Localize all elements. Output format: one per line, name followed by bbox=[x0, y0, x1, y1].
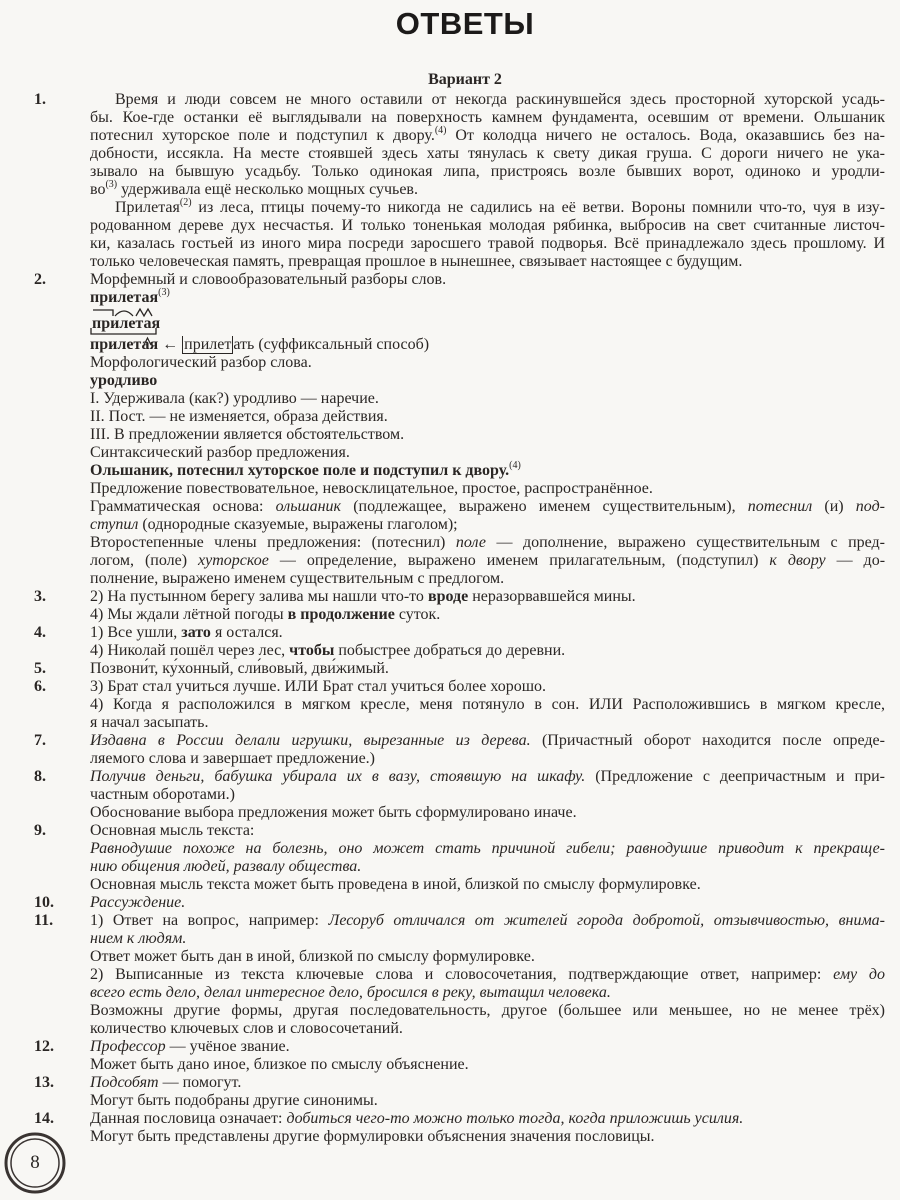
text-segment: Лесоруб отличался от жителей города добротой, отзывчивостью, внима- bbox=[328, 912, 885, 929]
page-number: 8 bbox=[30, 1152, 40, 1173]
text-line bbox=[90, 750, 885, 768]
answer-content bbox=[90, 912, 885, 1038]
answer-content bbox=[90, 1110, 885, 1146]
answer-item bbox=[0, 1038, 900, 1074]
text-line bbox=[90, 786, 885, 804]
text-segment: чтобы bbox=[289, 642, 335, 659]
text-segment: зывало на бывшую усадьбу. Только одинокая липа, пристроясь возле бывших ворот, одиноко и уродли- bbox=[90, 163, 885, 180]
text-line bbox=[90, 480, 885, 498]
answer-number: 11. bbox=[34, 912, 54, 929]
answer-content bbox=[90, 822, 885, 894]
footnote-marker: (3) bbox=[105, 179, 118, 190]
answer-item bbox=[0, 660, 900, 678]
text-segment: (однородные сказуемые, выражены глаголом); bbox=[138, 516, 458, 533]
text-segment: уродливо bbox=[90, 372, 158, 389]
text-line bbox=[90, 966, 885, 984]
answer-content bbox=[90, 678, 885, 732]
text-segment: Ольшаник, потеснил хуторское поле и подступил к двору. bbox=[90, 462, 510, 479]
text-segment: (подлежащее, выражено именем существительным), bbox=[341, 498, 748, 515]
text-line bbox=[90, 840, 885, 858]
text-line bbox=[90, 271, 885, 289]
text-line bbox=[90, 714, 885, 732]
answer-number: 14. bbox=[34, 1110, 54, 1127]
text-line bbox=[90, 462, 885, 480]
text-line bbox=[90, 354, 885, 372]
text-segment: Данная пословица означает: bbox=[90, 1110, 287, 1127]
text-segment: прилетая bbox=[90, 336, 159, 353]
text-line bbox=[90, 858, 885, 876]
answer-content bbox=[90, 588, 885, 624]
text-segment: III. В предложении является обстоятельством. bbox=[90, 426, 405, 443]
text-line bbox=[90, 390, 885, 408]
text-segment: количество ключевых слов и словосочетаний. bbox=[90, 1020, 403, 1037]
text-segment: Ответ может быть дан в иной, близкой по смыслу формулировке. bbox=[90, 948, 535, 965]
text-segment: Равнодушие похоже на болезнь, оно может стать причиной гибели; равнодушие приводит к прекраще- bbox=[90, 840, 885, 857]
text-line bbox=[90, 235, 885, 253]
text-line bbox=[90, 660, 885, 678]
text-segment: нию общения людей, развалу общества. bbox=[90, 858, 362, 875]
text-segment: 3) Брат стал учиться лучше. ИЛИ Брат стал учиться более хорошо. bbox=[90, 678, 547, 695]
answer-number: 2. bbox=[34, 271, 46, 288]
text-line bbox=[90, 1002, 885, 1020]
variant-heading: Вариант 2 bbox=[428, 71, 502, 88]
text-segment: 4) Николай пошёл через лес, bbox=[90, 642, 290, 659]
text-line bbox=[90, 534, 885, 552]
text-line bbox=[90, 1074, 885, 1092]
text-line bbox=[90, 498, 885, 516]
text-segment: добности, иссякла. На месте стоявшей здесь хаты тянулась к свету дикая груша. С дороги ничего не ука- bbox=[90, 145, 885, 162]
text-line bbox=[90, 336, 885, 354]
text-segment: Могут быть подобраны другие синонимы. bbox=[90, 1092, 378, 1109]
text-segment: всего есть дело, делал интересное дело, бросился в реку, вытащил человека. bbox=[90, 984, 611, 1001]
answer-item bbox=[0, 271, 900, 588]
text-segment: ← bbox=[158, 336, 183, 353]
text-segment: ки, казалась гостьей из иного мира посреди заросшего травой подворья. Всё принадлежало здесь прошлому. И bbox=[90, 235, 885, 252]
answer-item bbox=[0, 822, 900, 894]
text-segment: Могут быть представлены другие формулировки объяснения значения пословицы. bbox=[90, 1128, 655, 1145]
answer-number: 5. bbox=[34, 660, 46, 677]
text-segment: — дополнение, выражено существительным с пред- bbox=[485, 534, 885, 551]
text-segment: частным оборотами.) bbox=[90, 786, 235, 803]
answer-content bbox=[90, 624, 885, 660]
text-segment: зато bbox=[181, 624, 211, 641]
text-line bbox=[90, 181, 885, 199]
text-segment: (Причастный оборот находится после опреде- bbox=[530, 732, 885, 749]
text-line bbox=[90, 444, 885, 462]
text-line bbox=[90, 516, 885, 534]
text-line bbox=[90, 163, 885, 181]
text-line bbox=[90, 606, 885, 624]
text-line bbox=[90, 289, 885, 307]
text-line bbox=[90, 1038, 885, 1056]
text-line bbox=[90, 145, 885, 163]
text-line bbox=[90, 804, 885, 822]
text-segment: Профессор bbox=[90, 1038, 166, 1055]
text-segment: — определение, выражено именем прилагательным, (подступил) bbox=[268, 552, 770, 569]
text-segment: Второстепенные члены предложения: (потеснил) bbox=[90, 534, 456, 551]
text-segment: под- bbox=[855, 498, 886, 515]
text-segment: ляемого слова и завершает предложение.) bbox=[90, 750, 376, 767]
answers-list bbox=[0, 91, 900, 1146]
text-line bbox=[90, 1092, 885, 1110]
text-line bbox=[90, 372, 885, 390]
answer-number: 4. bbox=[34, 624, 46, 641]
text-segment: 4) Когда я расположился в мягком кресле, меня потянуло в сон. ИЛИ Расположившись в мягком кресле, bbox=[90, 696, 885, 713]
text-segment: Рассуждение. bbox=[90, 894, 186, 911]
text-line bbox=[90, 408, 885, 426]
text-segment: Основная мысль текста может быть проведена в иной, близкой по смыслу формулировке. bbox=[90, 876, 701, 893]
text-line bbox=[90, 109, 885, 127]
text-segment: 2) Выписанные из текста ключевые слова и словосочетания, подтверждающие ответ, например: bbox=[90, 966, 834, 983]
answer-number: 6. bbox=[34, 678, 46, 695]
text-line bbox=[90, 732, 885, 750]
answer-number: 13. bbox=[34, 1074, 54, 1091]
text-segment: родованном дереве дух несчастья. И только тоненькая молодая рябинка, выбросив на свет считанные листоч- bbox=[90, 217, 885, 234]
text-line bbox=[90, 912, 885, 930]
text-line bbox=[90, 426, 885, 444]
text-segment: 2) На пустынном берегу залива мы нашли что-то bbox=[90, 588, 428, 605]
text-line bbox=[90, 876, 885, 894]
text-segment: Грамматическая основа: bbox=[90, 498, 276, 515]
text-segment: вроде bbox=[427, 588, 469, 605]
text-segment: из леса, птицы почему-то никогда не садились на её ветви. Вороны помнили что-то, чуя в изу- bbox=[191, 199, 885, 216]
text-segment: ему до bbox=[833, 966, 885, 983]
text-line bbox=[90, 199, 885, 217]
answer-content bbox=[90, 1038, 885, 1074]
text-segment: поле bbox=[455, 534, 486, 551]
answer-content bbox=[90, 91, 885, 271]
footnote-marker: (3) bbox=[158, 287, 170, 298]
text-segment: только человеческая память, превращая прошлое в нынешнее, связывает настоящее с будущим. bbox=[90, 253, 743, 270]
text-line bbox=[90, 1110, 885, 1128]
text-segment: Позвони́т, ку́хонный, сли́вовый, дви́жимый. bbox=[90, 660, 389, 677]
text-segment: Получив деньги, бабушка убирала их в вазу, стоявшую на шкафу. bbox=[90, 768, 586, 785]
page-title: ОТВЕТЫ bbox=[395, 6, 535, 41]
morpheme-word: прилетая bbox=[92, 315, 161, 332]
text-line bbox=[90, 217, 885, 235]
text-segment: Время и люди совсем не много оставили от некогда раскинувшейся здесь просторной хуторской усадь- bbox=[115, 91, 885, 108]
answer-item bbox=[0, 91, 900, 271]
answer-item bbox=[0, 678, 900, 732]
text-segment: ольшаник bbox=[275, 498, 342, 515]
answer-content bbox=[90, 660, 885, 678]
text-segment: Издавна в России делали игрушки, вырезанные из дерева. bbox=[90, 732, 531, 749]
text-segment: Морфемный и словообразовательный разборы слов. bbox=[90, 271, 447, 288]
text-line bbox=[90, 91, 885, 109]
text-segment: к двору bbox=[769, 552, 826, 569]
text-segment: Прилетая bbox=[115, 199, 180, 216]
answer-content bbox=[90, 1074, 885, 1110]
text-segment: Подсобят bbox=[90, 1074, 159, 1091]
morpheme-diagram bbox=[90, 307, 885, 336]
text-line bbox=[90, 822, 885, 840]
text-line bbox=[90, 127, 885, 145]
text-segment: бы. Кое-где останки её выглядывали на поверхность камнем фундамента, осевшим от времени. Ольшаник bbox=[90, 109, 885, 126]
text-line bbox=[90, 552, 885, 570]
text-segment: — до- bbox=[825, 552, 886, 569]
answer-content bbox=[90, 271, 885, 588]
text-segment: в продолжение bbox=[287, 606, 395, 623]
answer-number: 1. bbox=[34, 91, 46, 108]
text-segment: хуторское bbox=[198, 552, 269, 569]
footnote-marker: (2) bbox=[179, 197, 192, 208]
text-segment: нием к людям. bbox=[90, 930, 187, 947]
text-segment: потеснил хуторское поле и подступил к двору. bbox=[90, 127, 435, 144]
text-segment: — помогут. bbox=[158, 1074, 242, 1091]
text-segment: потеснил bbox=[747, 498, 813, 515]
answer-number: 10. bbox=[34, 894, 54, 911]
text-line bbox=[90, 984, 885, 1002]
text-segment: ступил bbox=[90, 516, 139, 533]
text-segment: во bbox=[90, 181, 106, 198]
text-segment: (Предложение с деепричастным и при- bbox=[585, 768, 885, 785]
text-line bbox=[90, 642, 885, 660]
page-number-badge bbox=[4, 1132, 66, 1194]
text-line bbox=[90, 624, 885, 642]
text-line bbox=[90, 678, 885, 696]
text-segment: Может быть дано иное, близкое по смыслу объяснение. bbox=[90, 1056, 469, 1073]
text-line bbox=[90, 570, 885, 588]
text-segment: прилетая bbox=[90, 289, 159, 306]
answer-item bbox=[0, 1110, 900, 1146]
text-segment: Обоснование выбора предложения может быть сформулировано иначе. bbox=[90, 804, 577, 821]
answer-number: 7. bbox=[34, 732, 46, 749]
text-segment: неразорвавшейся мины. bbox=[468, 588, 636, 605]
text-line bbox=[90, 1056, 885, 1074]
text-segment: 1) Все ушли, bbox=[90, 624, 182, 641]
footnote-marker: (4) bbox=[509, 460, 521, 471]
text-segment: I. Удерживала (как?) уродливо — наречие. bbox=[90, 390, 379, 407]
text-segment: суток. bbox=[394, 606, 441, 623]
text-segment: — учёное звание. bbox=[165, 1038, 290, 1055]
text-segment: II. Пост. — не изменяется, образа действия. bbox=[90, 408, 388, 425]
answer-item bbox=[0, 768, 900, 822]
text-segment: Предложение повествовательное, невосклицательное, простое, распространённое. bbox=[90, 480, 653, 497]
answer-number: 12. bbox=[34, 1038, 54, 1055]
text-segment: Основная мысль текста: bbox=[90, 822, 255, 839]
word-stem: прилет bbox=[184, 336, 232, 353]
text-segment: От колодца ничего не осталось. Вода, оказавшись без на- bbox=[446, 127, 885, 144]
text-segment: ать bbox=[233, 336, 255, 353]
text-segment: побыстрее добраться до деревни. bbox=[334, 642, 566, 659]
text-segment: я остался. bbox=[210, 624, 283, 641]
text-line bbox=[90, 1020, 885, 1038]
text-segment: (суффиксальный способ) bbox=[254, 336, 430, 353]
footnote-marker: (4) bbox=[434, 125, 447, 136]
text-line bbox=[90, 768, 885, 786]
text-line bbox=[90, 696, 885, 714]
text-segment: полнение, выражено именем существительным с предлогом. bbox=[90, 570, 505, 587]
text-segment: логом, (поле) bbox=[90, 552, 199, 569]
text-line bbox=[90, 588, 885, 606]
answer-content bbox=[90, 768, 885, 822]
answer-content bbox=[90, 894, 885, 912]
text-line bbox=[90, 253, 885, 271]
text-segment: 1) Ответ на вопрос, например: bbox=[90, 912, 329, 929]
text-line bbox=[90, 894, 885, 912]
text-line bbox=[90, 948, 885, 966]
text-segment: Морфологический разбор слова. bbox=[90, 354, 312, 371]
text-segment: добиться чего-то можно только тогда, когда приложишь усилия. bbox=[286, 1110, 744, 1127]
answer-number: 3. bbox=[34, 588, 46, 605]
answer-item bbox=[0, 1074, 900, 1110]
answer-number: 8. bbox=[34, 768, 46, 785]
text-line bbox=[90, 930, 885, 948]
answer-item bbox=[0, 588, 900, 624]
answer-item bbox=[0, 912, 900, 1038]
answer-item bbox=[0, 732, 900, 768]
text-segment: я начал засыпать. bbox=[90, 714, 209, 731]
answer-number: 9. bbox=[34, 822, 46, 839]
answer-item bbox=[0, 624, 900, 660]
text-line bbox=[90, 1128, 885, 1146]
text-segment: удерживала ещё несколько мощных сучьев. bbox=[117, 181, 418, 198]
answer-content bbox=[90, 732, 885, 768]
text-segment: (и) bbox=[812, 498, 856, 515]
text-segment: Синтаксический разбор предложения. bbox=[90, 444, 350, 461]
answer-item bbox=[0, 894, 900, 912]
text-segment: Возможны другие формы, другая последовательность, другое (большее или меньшее, но не менее трёх) bbox=[90, 1002, 885, 1019]
text-segment: 4) Мы ждали лётной погоды bbox=[90, 606, 288, 623]
